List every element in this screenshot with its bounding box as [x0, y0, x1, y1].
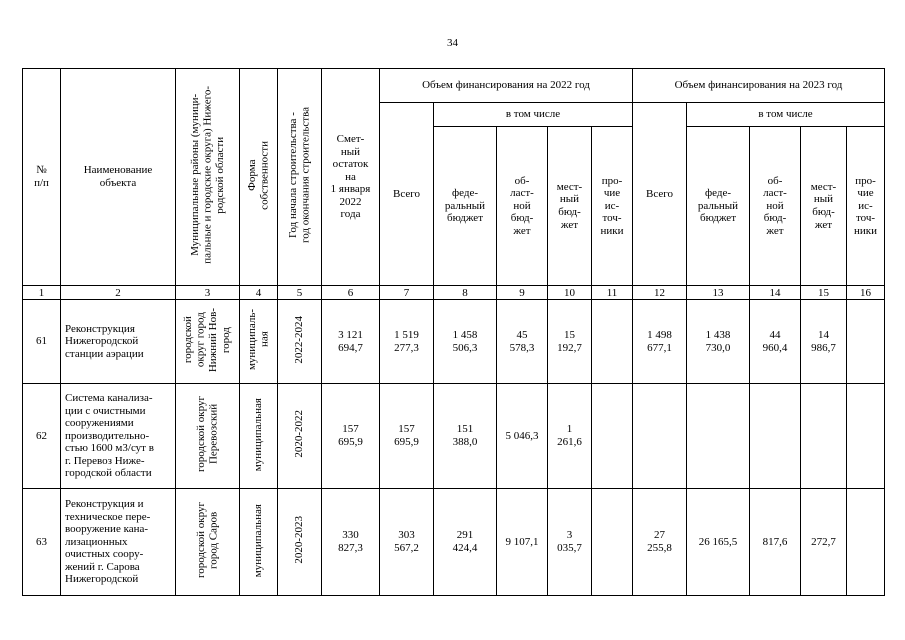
- balance-cell: 3 121 694,7: [322, 300, 380, 384]
- federal-2022-cell: 151 388,0: [434, 384, 497, 489]
- header-2022-local: мест- ный бюд- жет: [548, 127, 592, 286]
- column-number-7: 7: [380, 286, 434, 300]
- other-2022-cell: [592, 384, 633, 489]
- column-number-3: 3: [176, 286, 240, 300]
- column-number-5: 5: [278, 286, 322, 300]
- row-number-cell: 61: [23, 300, 61, 384]
- total-2023-cell: 1 498 677,1: [633, 300, 687, 384]
- column-number-8: 8: [434, 286, 497, 300]
- header-ownership: Форма собственности: [240, 69, 278, 286]
- regional-2023-cell: [750, 384, 801, 489]
- header-2023-local: мест- ный бюд- жет: [801, 127, 847, 286]
- other-2022-cell: [592, 489, 633, 596]
- header-years: Год начала строительства - год окончания строительства: [278, 69, 322, 286]
- header-num: № п/п: [23, 69, 61, 286]
- header-2023-other: про- чие ис- точ- ники: [847, 127, 885, 286]
- header-row-1: [23, 69, 885, 103]
- column-number-14: 14: [750, 286, 801, 300]
- regional-2023-cell: 817,6: [750, 489, 801, 596]
- federal-2023-cell: 26 165,5: [687, 489, 750, 596]
- object-name-cell: Реконструкция и техническое пере- вооружение кана- лизационных очистных соору- жений г. Сарова Нижегородской: [61, 489, 176, 596]
- column-number-6: 6: [322, 286, 380, 300]
- ownership-cell: муниципальная: [240, 384, 278, 489]
- object-name-cell: Система канализа- ции с очистными сооружениями производительно- стью 1600 м3/сут в г. Перевоз Ниже- городской области: [61, 384, 176, 489]
- other-2023-cell: [847, 489, 885, 596]
- header-2022-including: в том числе: [434, 103, 633, 127]
- district-cell: городской округ город Нижний Нов- город: [176, 300, 240, 384]
- balance-cell: 157 695,9: [322, 384, 380, 489]
- header-2022-regional: об- ласт- ной бюд- жет: [497, 127, 548, 286]
- local-2022-cell: 15 192,7: [548, 300, 592, 384]
- table-row: [23, 384, 885, 489]
- column-number-15: 15: [801, 286, 847, 300]
- years-cell: 2020-2022: [278, 384, 322, 489]
- other-2022-cell: [592, 300, 633, 384]
- table-row: [23, 489, 885, 596]
- regional-2022-cell: 45 578,3: [497, 300, 548, 384]
- page-number: 34: [447, 37, 458, 49]
- other-2023-cell: [847, 384, 885, 489]
- header-fin-2023: Объем финансирования на 2023 год: [633, 69, 885, 103]
- header-2023-total: Всего: [633, 103, 687, 286]
- header-2022-other: про- чие ис- точ- ники: [592, 127, 633, 286]
- header-2023-including: в том числе: [687, 103, 885, 127]
- column-number-row: [23, 286, 885, 300]
- row-number-cell: 63: [23, 489, 61, 596]
- federal-2023-cell: [687, 384, 750, 489]
- column-number-1: 1: [23, 286, 61, 300]
- local-2023-cell: 14 986,7: [801, 300, 847, 384]
- total-2022-cell: 303 567,2: [380, 489, 434, 596]
- header-2022-federal: феде- ральный бюджет: [434, 127, 497, 286]
- total-2022-cell: 157 695,9: [380, 384, 434, 489]
- regional-2022-cell: 5 046,3: [497, 384, 548, 489]
- years-cell: 2022-2024: [278, 300, 322, 384]
- column-number-11: 11: [592, 286, 633, 300]
- table-row: [23, 300, 885, 384]
- other-2023-cell: [847, 300, 885, 384]
- federal-2022-cell: 1 458 506,3: [434, 300, 497, 384]
- column-number-13: 13: [687, 286, 750, 300]
- local-2022-cell: 3 035,7: [548, 489, 592, 596]
- object-name-cell: Реконструкция Нижегородской станции аэрации: [61, 300, 176, 384]
- federal-2022-cell: 291 424,4: [434, 489, 497, 596]
- total-2023-cell: 27 255,8: [633, 489, 687, 596]
- balance-cell: 330 827,3: [322, 489, 380, 596]
- row-number-cell: 62: [23, 384, 61, 489]
- local-2023-cell: [801, 384, 847, 489]
- header-district: Муниципальные районы (муници- пальные и городские округа) Нижего- родской области: [176, 69, 240, 286]
- column-number-10: 10: [548, 286, 592, 300]
- total-2022-cell: 1 519 277,3: [380, 300, 434, 384]
- federal-2023-cell: 1 438 730,0: [687, 300, 750, 384]
- years-cell: 2020-2023: [278, 489, 322, 596]
- local-2023-cell: 272,7: [801, 489, 847, 596]
- header-name: Наименование объекта: [61, 69, 176, 286]
- column-number-16: 16: [847, 286, 885, 300]
- column-number-2: 2: [61, 286, 176, 300]
- total-2023-cell: [633, 384, 687, 489]
- header-2022-total: Всего: [380, 103, 434, 286]
- ownership-cell: муниципаль- ная: [240, 300, 278, 384]
- financing-table: [22, 68, 885, 596]
- column-number-12: 12: [633, 286, 687, 300]
- local-2022-cell: 1 261,6: [548, 384, 592, 489]
- column-number-9: 9: [497, 286, 548, 300]
- header-fin-2022: Объем финансирования на 2022 год: [380, 69, 633, 103]
- regional-2023-cell: 44 960,4: [750, 300, 801, 384]
- header-2023-regional: об- ласт- ной бюд- жет: [750, 127, 801, 286]
- district-cell: городской округ Перевозский: [176, 384, 240, 489]
- header-balance: Смет- ный остаток на 1 января 2022 года: [322, 69, 380, 286]
- header-2023-federal: феде- ральный бюджет: [687, 127, 750, 286]
- regional-2022-cell: 9 107,1: [497, 489, 548, 596]
- column-number-4: 4: [240, 286, 278, 300]
- district-cell: городской округ город Саров: [176, 489, 240, 596]
- ownership-cell: муниципальная: [240, 489, 278, 596]
